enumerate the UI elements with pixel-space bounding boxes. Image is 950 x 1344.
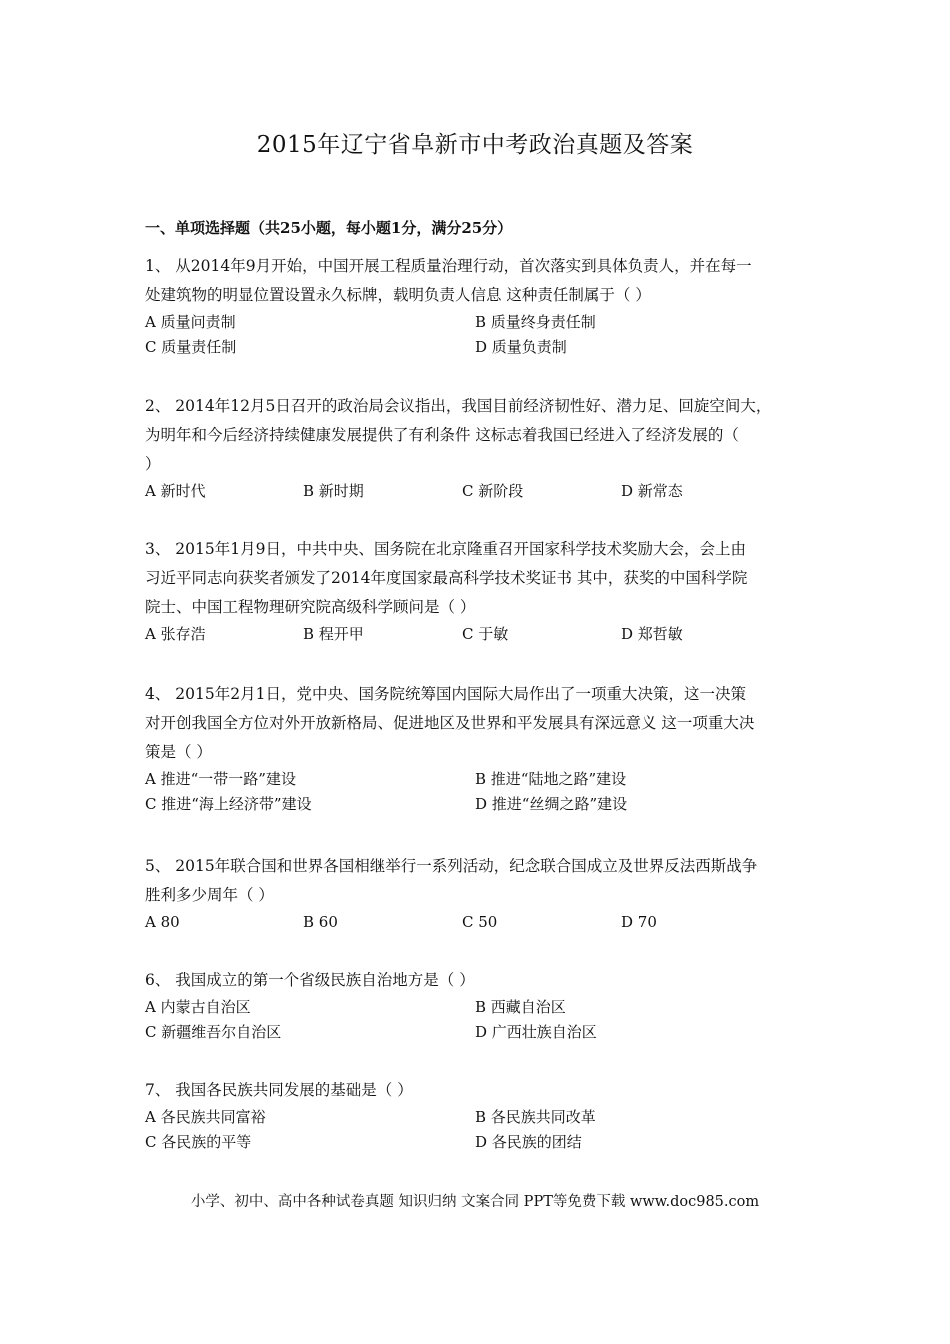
question-2-line-3: ） bbox=[145, 455, 161, 473]
option-b: B 新时期 bbox=[303, 482, 364, 500]
option-d: D 质量负责制 bbox=[475, 338, 567, 356]
question-3-line-3: 院士、中国工程物理研究院高级科学顾问是（ ） bbox=[145, 598, 476, 616]
question-3-line-1: 3、 2015年1月9日，中共中央、国务院在北京隆重召开国家科学技术奖励大会，会上由 bbox=[145, 540, 746, 558]
option-c: C 推进“海上经济带”建设 bbox=[145, 795, 312, 813]
option-d: D 70 bbox=[621, 913, 657, 931]
question-2-options bbox=[145, 479, 820, 504]
option-d: D 新常态 bbox=[621, 482, 683, 500]
question-4 bbox=[145, 680, 820, 817]
option-a: A 质量问责制 bbox=[145, 313, 236, 331]
question-6-options bbox=[145, 995, 820, 1045]
option-d: D 推进“丝绸之路”建设 bbox=[475, 795, 628, 813]
section-heading: 一、单项选择题（共25小题，每小题1分，满分25分） bbox=[145, 219, 513, 237]
question-2 bbox=[145, 392, 820, 504]
option-b: B 60 bbox=[303, 913, 338, 931]
question-4-line-1: 4、 2015年2月1日，党中央、国务院统筹国内国际大局作出了一项重大决策，这一决策 bbox=[145, 685, 746, 703]
question-3 bbox=[145, 535, 820, 647]
option-c: C 于敏 bbox=[462, 625, 509, 643]
option-b: B 程开甲 bbox=[303, 625, 364, 643]
option-a: A 80 bbox=[145, 913, 180, 931]
option-a: A 推进“一带一路”建设 bbox=[145, 770, 296, 788]
option-c: C 50 bbox=[462, 913, 498, 931]
option-c: C 质量责任制 bbox=[145, 338, 237, 356]
option-d: D 郑哲敏 bbox=[621, 625, 683, 643]
option-b: B 西藏自治区 bbox=[475, 998, 566, 1016]
option-b: B 质量终身责任制 bbox=[475, 313, 596, 331]
footer-text: 小学、初中、高中各种试卷真题 知识归纳 文案合同 PPT等免费下载 www.doc985.com bbox=[190, 1194, 760, 1210]
option-b: B 推进“陆地之路”建设 bbox=[475, 770, 627, 788]
option-d: D 各民族的团结 bbox=[475, 1133, 582, 1151]
option-c: C 各民族的平等 bbox=[145, 1133, 252, 1151]
question-1-line-2: 处建筑物的明显位置设置永久标牌，载明负责人信息 这种责任制属于（ ） bbox=[145, 286, 651, 304]
question-4-options bbox=[145, 767, 820, 817]
page-title: 2015年辽宁省阜新市中考政治真题及答案 bbox=[256, 132, 694, 158]
question-1 bbox=[145, 252, 820, 360]
question-2-line-2: 为明年和今后经济持续健康发展提供了有利条件 这标志着我国已经进入了经济发展的（ bbox=[145, 426, 739, 444]
option-a: A 各民族共同富裕 bbox=[145, 1108, 266, 1126]
option-a: A 新时代 bbox=[145, 482, 206, 500]
option-c: C 新阶段 bbox=[462, 482, 524, 500]
question-7-options bbox=[145, 1105, 820, 1155]
option-d: D 广西壮族自治区 bbox=[475, 1023, 597, 1041]
question-5-line-1: 5、 2015年联合国和世界各国相继举行一系列活动，纪念联合国成立及世界反法西斯战争 bbox=[145, 857, 758, 875]
question-1-options bbox=[145, 310, 820, 360]
option-a: A 内蒙古自治区 bbox=[145, 998, 251, 1016]
question-5 bbox=[145, 852, 820, 935]
question-6-line-1: 6、 我国成立的第一个省级民族自治地方是（ ） bbox=[145, 971, 475, 989]
option-a: A 张存浩 bbox=[145, 625, 206, 643]
question-5-options bbox=[145, 910, 820, 935]
question-3-options bbox=[145, 622, 820, 647]
question-7-line-1: 7、 我国各民族共同发展的基础是（ ） bbox=[145, 1081, 413, 1099]
question-2-line-1: 2、 2014年12月5日召开的政治局会议指出，我国目前经济韧性好、潜力足、回旋空间大， bbox=[145, 397, 772, 415]
question-1-line-1: 1、 从2014年9月开始，中国开展工程质量治理行动，首次落实到具体负责人，并在每一 bbox=[145, 257, 752, 275]
option-b: B 各民族共同改革 bbox=[475, 1108, 596, 1126]
question-4-line-3: 策是（ ） bbox=[145, 743, 212, 761]
question-6 bbox=[145, 966, 820, 1045]
question-4-line-2: 对开创我国全方位对外开放新格局、促进地区及世界和平发展具有深远意义 这一项重大决 bbox=[145, 714, 755, 732]
option-c: C 新疆维吾尔自治区 bbox=[145, 1023, 282, 1041]
question-5-line-2: 胜利多少周年（ ） bbox=[145, 886, 274, 904]
question-3-line-2: 习近平同志向获奖者颁发了2014年度国家最高科学技术奖证书 其中，获奖的中国科学院 bbox=[145, 569, 748, 587]
question-7 bbox=[145, 1076, 820, 1155]
